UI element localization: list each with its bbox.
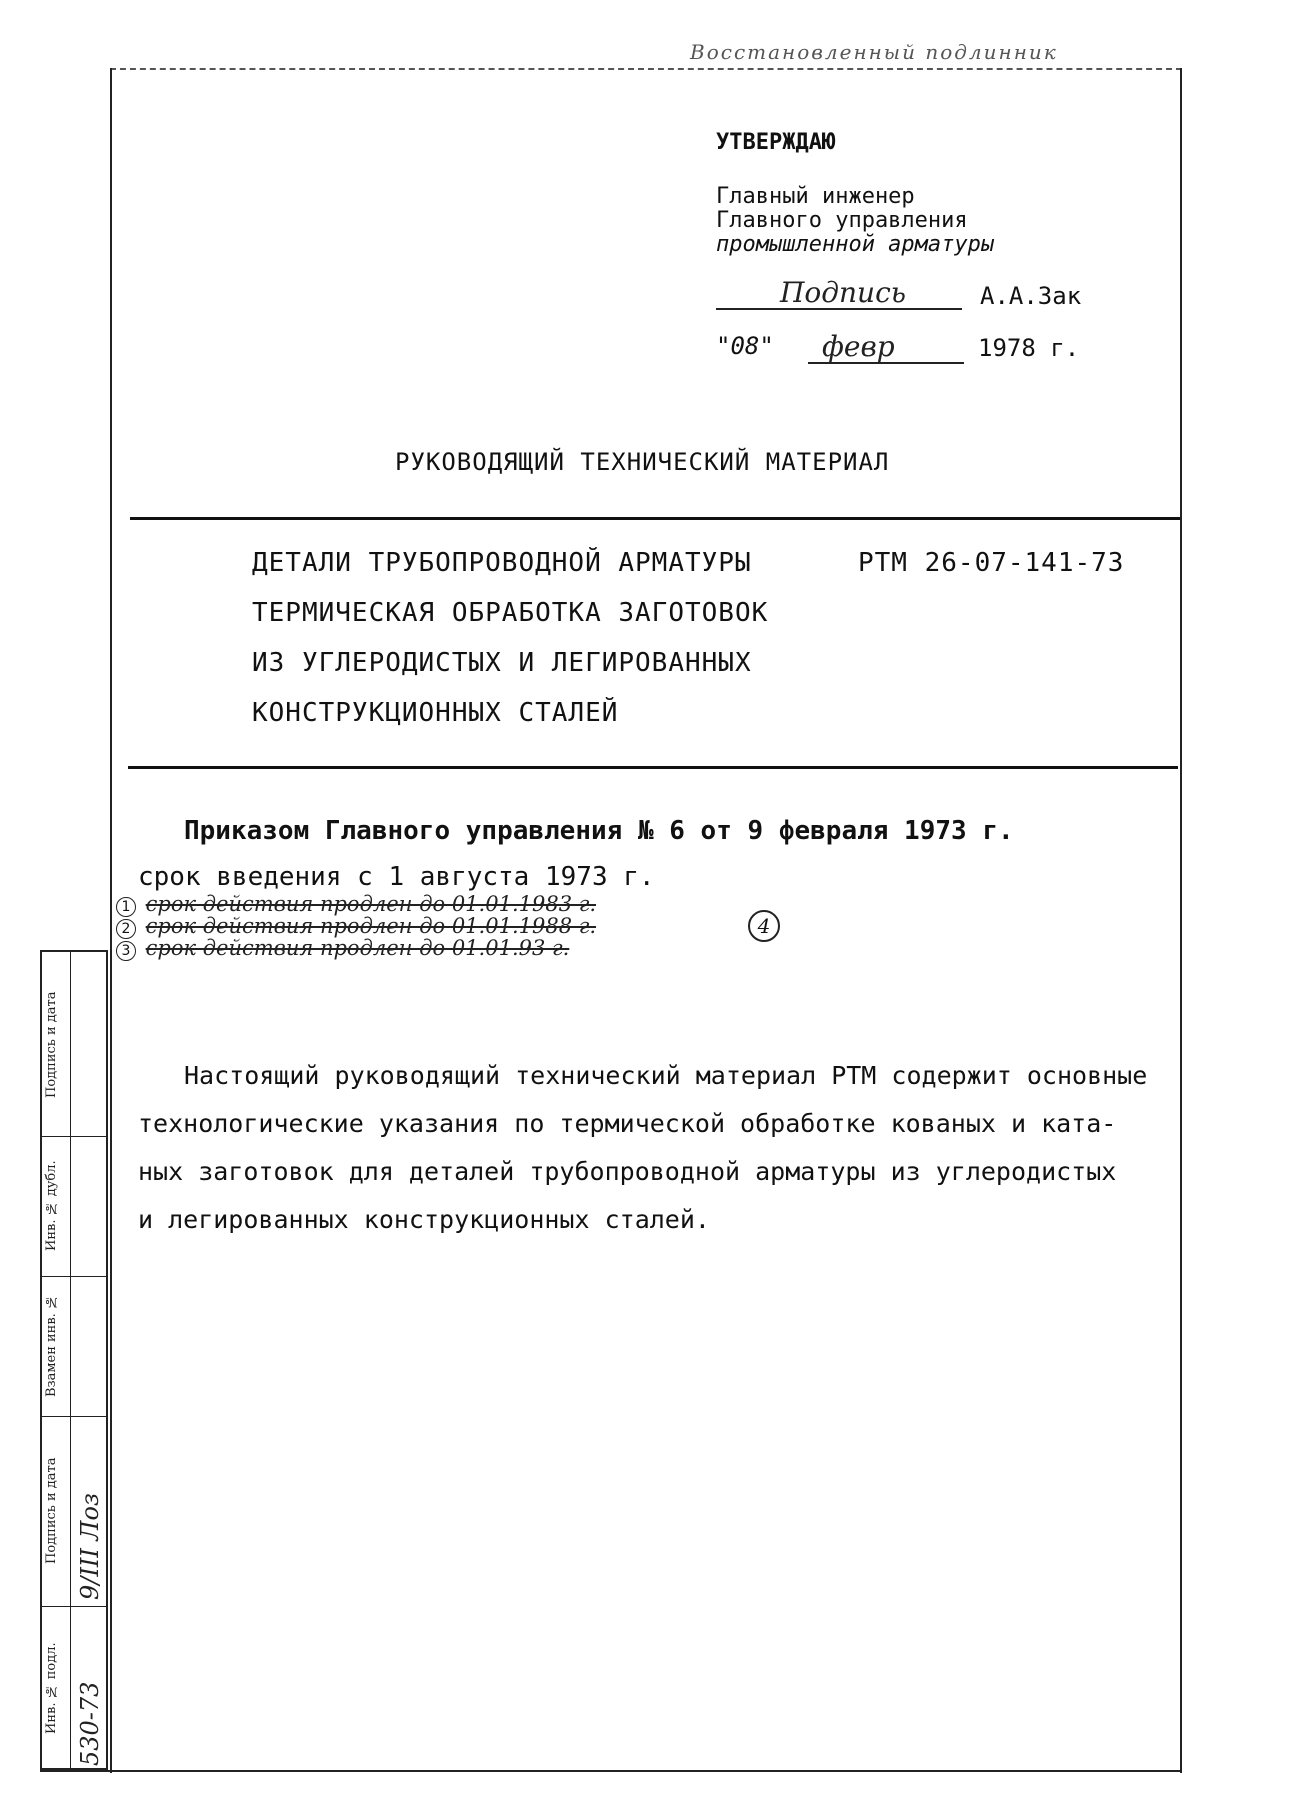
side-value-orig-inv: 530-73 <box>76 1681 104 1766</box>
extension-3 <box>116 936 569 961</box>
approval-signer: А.А.Зак <box>980 282 1082 310</box>
circle-number-icon: 2 <box>116 919 136 939</box>
approval-position-line2: Главного управления <box>716 208 968 233</box>
restored-original-note: Восстановленный подлинник <box>690 40 1058 64</box>
document-type: РУКОВОДЯЩИЙ ТЕХНИЧЕСКИЙ МАТЕРИАЛ <box>395 448 890 476</box>
side-stamp-row-divider <box>40 1416 108 1417</box>
paragraph-line1: Настоящий руководящий технический материал РТМ содержит основные <box>184 1061 1148 1090</box>
paragraph-line4: и легированных конструкционных сталей. <box>138 1205 710 1234</box>
frame-bottom-border <box>40 1770 1182 1772</box>
approval-title: УТВЕРЖДАЮ <box>716 130 836 155</box>
signature-handwritten: Подпись <box>780 276 907 309</box>
side-label-signature-date: Подпись и дата <box>44 991 59 1099</box>
document-code: РТМ 26-07-141-73 <box>858 548 1125 578</box>
side-label-replace-inv: Взамен инв. № <box>44 1294 59 1398</box>
approval-position-line1: Главный инженер <box>716 184 915 209</box>
side-label-orig-inv: Инв. № подл. <box>44 1642 59 1734</box>
circle-number-icon: 1 <box>116 897 136 917</box>
frame-left-border <box>110 68 112 1773</box>
approval-date-day: "08" <box>716 332 774 360</box>
title-bottom-rule <box>128 766 1178 769</box>
title-line2: ТЕРМИЧЕСКАЯ ОБРАБОТКА ЗАГОТОВОК <box>252 598 769 628</box>
extension-text: срок действия продлен до 01.01.93 г. <box>145 936 570 960</box>
side-stamp-row-divider <box>40 1136 108 1137</box>
title-top-rule <box>130 517 1180 520</box>
order-text: Приказом Главного управления № 6 от 9 февраля 1973 г. <box>184 816 1014 846</box>
circle-number-icon: 3 <box>116 941 136 961</box>
extension-text: срок действия продлен до 01.01.1988 г. <box>145 914 597 938</box>
side-stamp-row-divider <box>40 1276 108 1277</box>
paragraph-line3: ных заготовок для деталей трубопроводной арматуры из углеродистых <box>138 1157 1117 1186</box>
side-stamp-row-divider <box>40 1606 108 1607</box>
extension-text: срок действия продлен до 01.01.1983 г. <box>145 892 597 916</box>
side-label-signature-date-2: Подпись и дата <box>44 1457 59 1565</box>
title-line1: ДЕТАЛИ ТРУБОПРОВОДНОЙ АРМАТУРЫ <box>252 548 752 578</box>
circled-note: 4 <box>748 910 780 942</box>
paragraph-line2: технологические указания по термической обработке кованых и ката- <box>138 1109 1117 1138</box>
title-line3: ИЗ УГЛЕРОДИСТЫХ И ЛЕГИРОВАННЫХ <box>252 648 752 678</box>
approval-date-year: 1978 г. <box>978 334 1080 362</box>
intro-date: срок введения с 1 августа 1973 г. <box>138 862 655 892</box>
side-label-dup-inv: Инв. № дубл. <box>44 1160 59 1252</box>
title-line4: КОНСТРУКЦИОННЫХ СТАЛЕЙ <box>252 698 619 728</box>
approval-date-month: февр <box>822 330 895 363</box>
side-value-signature-date: 9/III Лоз <box>76 1493 104 1600</box>
frame-top-border <box>110 68 1182 70</box>
approval-position-line3: промышленной арматуры <box>716 232 995 257</box>
frame-right-border <box>1180 68 1182 1773</box>
